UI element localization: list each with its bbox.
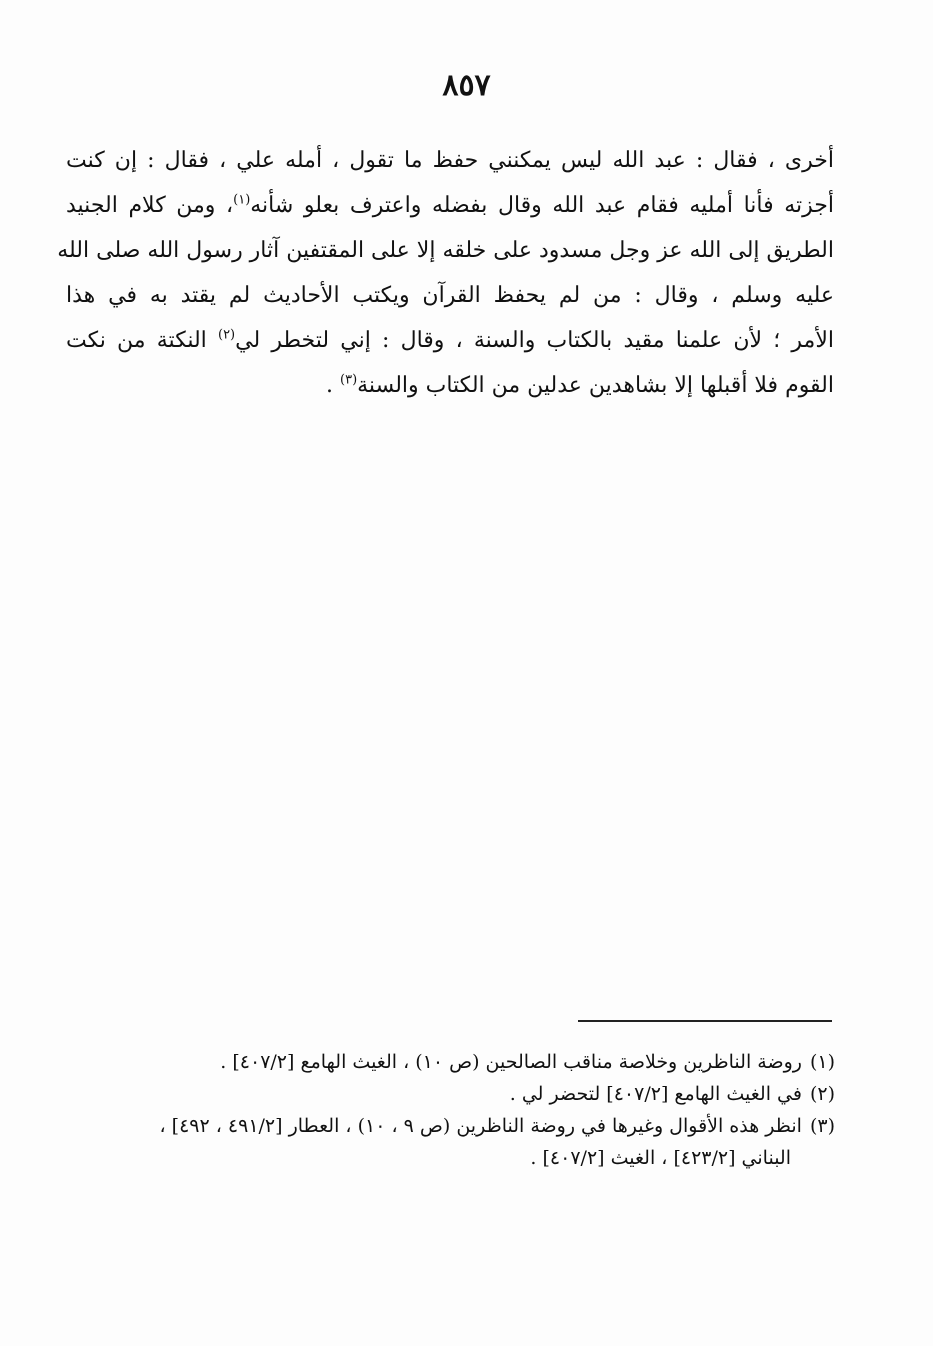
footnote-3 <box>95 1110 835 1142</box>
footnote-reference-3[interactable]: (٣) <box>340 372 358 388</box>
footnote-1 <box>95 1046 835 1078</box>
footnote-divider <box>578 1020 832 1022</box>
text-line-5-part-b: النكتة من نكت <box>66 328 207 353</box>
text-line-3: الطريق إلى الله عز وجل مسدود على خلقه إلا على المقتفين آثار رسول الله صلى الله <box>57 238 834 263</box>
main-text-block <box>57 138 834 408</box>
text-line-5-part-a: الأمر ؛ لأن علمنا مقيد بالكتاب والسنة ، وقال : إني لتخطر لي <box>235 328 834 353</box>
text-line-6-part-b: . <box>326 373 333 398</box>
footnote-2-text: في الغيث الهامع [٤٠٧/٢] لتحضر لي . <box>509 1083 802 1105</box>
text-line-2-part-a: أجزته فأنا أمليه فقام عبد الله وقال بفضله واعترف بعلو شأنه <box>250 193 834 218</box>
text-line-2-part-b: ، ومن كلام الجنيد <box>66 193 234 218</box>
text-line-6 <box>66 363 834 408</box>
page-number: ٨٥٧ <box>442 68 491 103</box>
text-line-2 <box>66 183 834 228</box>
footnote-reference-1[interactable]: (١) <box>233 192 251 208</box>
text-line-5 <box>66 318 834 363</box>
footnotes-section <box>95 1046 835 1174</box>
footnote-3-text: انظر هذه الأقوال وغيرها في روضة الناظرين (ص ٩ ، ١٠) ، العطار [٤٩١/٢ ، ٤٩٢] ، <box>159 1115 802 1137</box>
footnote-reference-2[interactable]: (٢) <box>217 327 236 343</box>
footnote-1-number: (١) <box>809 1051 835 1073</box>
footnote-1-text: روضة الناظرين وخلاصة مناقب الصالحين (ص ١٠) ، الغيث الهامع [٤٠٧/٢] . <box>220 1051 802 1073</box>
text-line-4: عليه وسلم ، وقال : من لم يحفظ القرآن ويكتب الأحاديث لم يقتد به في هذا <box>66 283 834 308</box>
text-line-6-part-a: القوم فلا أقبلها إلا بشاهدين عدلين من الكتاب والسنة <box>357 373 834 398</box>
footnote-3-continuation: البناني [٤٢٣/٢] ، الغيث [٤٠٧/٢] . <box>530 1147 791 1169</box>
footnote-3-number: (٣) <box>809 1115 835 1137</box>
footnote-2-number: (٢) <box>809 1083 835 1105</box>
text-line-1: أخرى ، فقال : عبد الله ليس يمكنني حفظ ما تقول ، أمله علي ، فقال : إن كنت <box>66 148 834 173</box>
footnote-2 <box>95 1078 835 1110</box>
